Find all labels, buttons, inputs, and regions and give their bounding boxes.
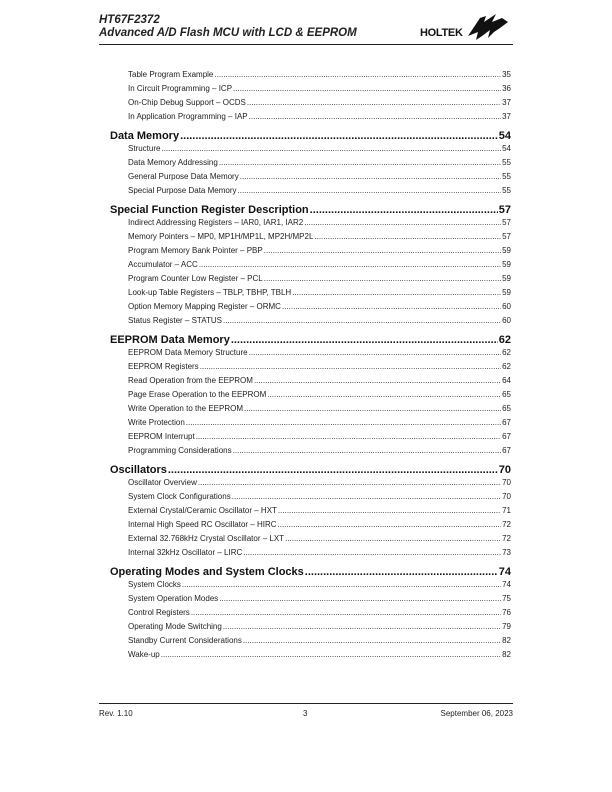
dot-leader (199, 258, 501, 272)
toc-entry-title: EEPROM Data Memory Structure (128, 348, 248, 357)
toc-entry[interactable] (110, 314, 511, 328)
toc-entry[interactable] (110, 68, 511, 82)
dot-leader (186, 416, 501, 430)
toc-page-number: 67 (502, 432, 511, 441)
toc-page-number: 72 (502, 534, 511, 543)
toc-entry[interactable] (110, 634, 511, 648)
page-footer (99, 703, 513, 719)
toc-entry-title: Page Erase Operation to the EEPROM (128, 390, 267, 399)
dot-leader (161, 142, 501, 156)
toc-entry[interactable] (110, 490, 511, 504)
toc-section-entry[interactable] (110, 204, 511, 216)
toc-page-number: 62 (502, 362, 511, 371)
dot-leader (310, 204, 498, 216)
toc-entry-title: Data Memory Addressing (128, 158, 218, 167)
toc-page-number: 59 (502, 246, 511, 255)
dot-leader (223, 314, 501, 328)
toc-entry-title: Wake-up (128, 650, 160, 659)
dot-leader (249, 110, 501, 124)
toc-entry-title: Special Purpose Data Memory (128, 186, 237, 195)
dot-leader (240, 170, 501, 184)
dot-leader (278, 504, 501, 518)
toc-page-number: 59 (502, 274, 511, 283)
toc-entry-title: EEPROM Data Memory (110, 334, 230, 346)
toc-entry[interactable] (110, 444, 511, 458)
part-number: HT67F2372 (99, 14, 160, 26)
dot-leader (282, 300, 501, 314)
toc-entry-title: System Operation Modes (128, 594, 219, 603)
toc-entry-title: System Clock Configurations (128, 492, 231, 501)
toc-entry[interactable] (110, 184, 511, 198)
dot-leader (292, 286, 501, 300)
toc-page-number: 65 (502, 390, 511, 399)
toc-entry-title: In Application Programming – IAP (128, 112, 248, 121)
toc-entry-title: Table Program Example (128, 70, 214, 79)
toc-entry[interactable] (110, 388, 511, 402)
toc-entry[interactable] (110, 96, 511, 110)
date: September 06, 2023 (440, 709, 513, 718)
toc-entry[interactable] (110, 578, 511, 592)
dot-leader (305, 566, 498, 578)
toc-page-number: 64 (502, 376, 511, 385)
toc-entry-title: Internal High Speed RC Oscillator – HIRC (128, 520, 277, 529)
dot-leader (244, 402, 501, 416)
dot-leader (304, 216, 501, 230)
toc-entry[interactable] (110, 110, 511, 124)
toc-entry-title: Programming Considerations (128, 446, 232, 455)
dot-leader (267, 388, 501, 402)
dot-leader (182, 578, 501, 592)
toc-entry-title: Oscillator Overview (128, 478, 197, 487)
toc-page-number: 55 (502, 172, 511, 181)
toc-page-number: 73 (502, 548, 511, 557)
dot-leader (231, 334, 498, 346)
toc-entry[interactable] (110, 346, 511, 360)
dot-leader (219, 592, 501, 606)
toc-entry-title: Special Function Register Description (110, 204, 309, 216)
toc-section-entry[interactable] (110, 130, 511, 142)
toc-entry-title: System Clocks (128, 580, 181, 589)
toc-page-number: 62 (502, 348, 511, 357)
dot-leader (314, 230, 501, 244)
toc-entry[interactable] (110, 300, 511, 314)
toc-entry-title: Status Register – STATUS (128, 316, 222, 325)
toc-entry[interactable] (110, 272, 511, 286)
toc-entry[interactable] (110, 648, 511, 662)
toc-page-number: 59 (502, 260, 511, 269)
toc-entry-title: Program Counter Low Register – PCL (128, 274, 263, 283)
toc-page-number: 60 (502, 302, 511, 311)
holtek-logo (418, 12, 513, 42)
toc-page-number: 79 (502, 622, 511, 631)
toc-page-number: 37 (502, 112, 511, 121)
toc-entry[interactable] (110, 546, 511, 560)
toc-entry[interactable] (110, 156, 511, 170)
toc-entry[interactable] (110, 360, 511, 374)
toc-page-number: 54 (498, 130, 511, 142)
dot-leader (198, 476, 501, 490)
toc-entry-title: EEPROM Interrupt (128, 432, 195, 441)
dot-leader (196, 430, 501, 444)
toc-entry[interactable] (110, 258, 511, 272)
toc-entry-title: Look-up Table Registers – TBLP, TBHP, TBLH (128, 288, 292, 297)
toc-entry-title: EEPROM Registers (128, 362, 199, 371)
toc-entry-title: External 32.768kHz Crystal Oscillator – LXT (128, 534, 285, 543)
dot-leader (254, 374, 501, 388)
toc-page-number: 54 (502, 144, 511, 153)
toc-page-number: 70 (502, 478, 511, 487)
toc-entry-title: Write Operation to the EEPROM (128, 404, 244, 413)
toc-entry-title: Data Memory (110, 130, 180, 142)
toc-page-number: 59 (502, 288, 511, 297)
toc-entry-title: Internal 32kHz Oscillator – LIRC (128, 548, 243, 557)
toc-page-number: 36 (502, 84, 511, 93)
toc-page-number: 71 (502, 506, 511, 515)
toc-section-entry[interactable] (110, 334, 511, 346)
table-of-contents (110, 68, 511, 662)
toc-entry-title: Accumulator – ACC (128, 260, 198, 269)
toc-entry[interactable] (110, 170, 511, 184)
toc-entry[interactable] (110, 82, 511, 96)
toc-entry[interactable] (110, 244, 511, 258)
toc-entry[interactable] (110, 518, 511, 532)
toc-entry-title: Control Registers (128, 608, 190, 617)
toc-page-number: 76 (502, 608, 511, 617)
toc-entry-title: In Circuit Programming – ICP (128, 84, 233, 93)
toc-entry-title: External Crystal/Ceramic Oscillator – HXT (128, 506, 277, 515)
dot-leader (243, 634, 501, 648)
toc-page-number: 70 (498, 464, 511, 476)
toc-entry[interactable] (110, 504, 511, 518)
toc-page-number: 57 (502, 218, 511, 227)
toc-entry[interactable] (110, 216, 511, 230)
dot-leader (219, 156, 501, 170)
dot-leader (264, 244, 501, 258)
toc-page-number: 55 (502, 186, 511, 195)
toc-section-entry[interactable] (110, 464, 511, 476)
toc-entry[interactable] (110, 430, 511, 444)
toc-entry-title: Standby Current Considerations (128, 636, 242, 645)
toc-entry[interactable] (110, 142, 511, 156)
dot-leader (232, 490, 501, 504)
dot-leader (223, 620, 501, 634)
dot-leader (191, 606, 501, 620)
toc-entry[interactable] (110, 374, 511, 388)
dot-leader (278, 518, 502, 532)
toc-page-number: 82 (502, 650, 511, 659)
toc-entry-title: General Purpose Data Memory (128, 172, 239, 181)
toc-entry-title: Operating Modes and System Clocks (110, 566, 304, 578)
dot-leader (214, 68, 501, 82)
toc-page-number: 37 (502, 98, 511, 107)
toc-page-number: 57 (498, 204, 511, 216)
toc-page-number: 35 (502, 70, 511, 79)
toc-entry[interactable] (110, 620, 511, 634)
toc-entry[interactable] (110, 606, 511, 620)
toc-entry-title: Indirect Addressing Registers – IAR0, IAR1, IAR2 (128, 218, 304, 227)
dot-leader (168, 464, 498, 476)
toc-entry[interactable] (110, 230, 511, 244)
dot-leader (180, 130, 498, 142)
toc-page-number: 67 (502, 446, 511, 455)
toc-page-number: 74 (498, 566, 511, 578)
toc-entry-title: Program Memory Bank Pointer – PBP (128, 246, 263, 255)
svg-text:HOLTEK: HOLTEK (420, 27, 463, 39)
toc-entry-title: On-Chip Debug Support – OCDS (128, 98, 246, 107)
toc-entry-title: Option Memory Mapping Register – ORMC (128, 302, 281, 311)
toc-entry[interactable] (110, 416, 511, 430)
dot-leader (247, 96, 501, 110)
toc-entry[interactable] (110, 592, 511, 606)
toc-entry-title: Read Operation from the EEPROM (128, 376, 253, 385)
dot-leader (233, 82, 501, 96)
toc-entry-title: Write Protection (128, 418, 185, 427)
dot-leader (233, 444, 501, 458)
toc-entry[interactable] (110, 476, 511, 490)
toc-entry-title: Oscillators (110, 464, 167, 476)
page-header (99, 14, 513, 45)
toc-page-number: 57 (502, 232, 511, 241)
toc-page-number: 70 (502, 492, 511, 501)
toc-page-number: 67 (502, 418, 511, 427)
toc-entry-title: Structure (128, 144, 161, 153)
toc-entry[interactable] (110, 402, 511, 416)
toc-page-number: 75 (502, 594, 511, 603)
toc-page-number: 62 (498, 334, 511, 346)
toc-page-number: 65 (502, 404, 511, 413)
document-title: Advanced A/D Flash MCU with LCD & EEPROM (99, 27, 357, 39)
toc-entry-title: Operating Mode Switching (128, 622, 222, 631)
dot-leader (238, 184, 502, 198)
dot-leader (243, 546, 501, 560)
page-number: 3 (303, 709, 308, 718)
dot-leader (161, 648, 501, 662)
revision: Rev. 1.10 (99, 709, 133, 718)
dot-leader (200, 360, 501, 374)
toc-entry-title: Memory Pointers – MP0, MP1H/MP1L, MP2H/MP2L (128, 232, 314, 241)
toc-page-number: 60 (502, 316, 511, 325)
dot-leader (285, 532, 501, 546)
dot-leader (264, 272, 501, 286)
toc-section-entry[interactable] (110, 566, 511, 578)
toc-entry[interactable] (110, 532, 511, 546)
toc-page-number: 55 (502, 158, 511, 167)
toc-page-number: 74 (502, 580, 511, 589)
toc-page-number: 82 (502, 636, 511, 645)
toc-page-number: 72 (502, 520, 511, 529)
dot-leader (249, 346, 502, 360)
toc-entry[interactable] (110, 286, 511, 300)
